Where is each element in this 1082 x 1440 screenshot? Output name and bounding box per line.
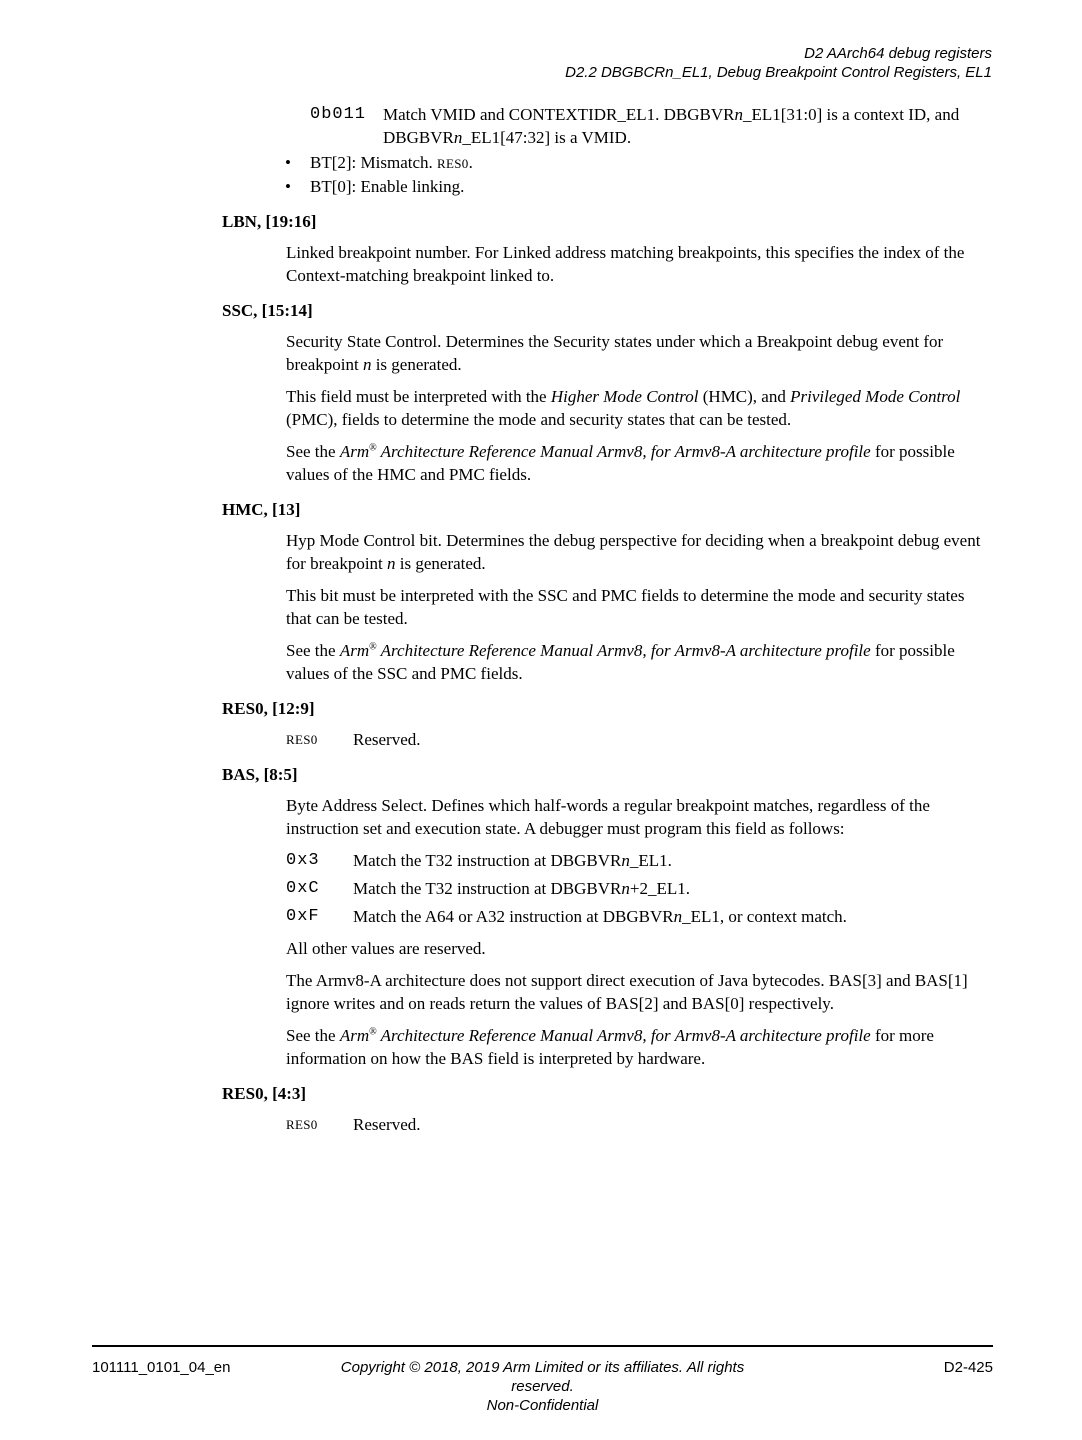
text-segment: Security State Control. Determines the Security states under which a Breakpoint debug event for breakpoint (286, 332, 944, 374)
bas-value-description (353, 849, 992, 872)
text-segment: See the (286, 1026, 340, 1045)
text-segment: The Armv8-A architecture does not support direct execution of Java bytecodes. BAS[3] and BAS[1] ignore writes and on reads return the values of BAS[2] and BAS[0] respectively. (286, 971, 968, 1013)
text-segment: Architecture Reference Manual Armv8, for Armv8-A architecture profile (376, 1026, 871, 1045)
text-segment: for more information on how the BAS field is interpreted by hardware. (286, 1026, 934, 1068)
footer-doc-id: 101111_0101_04_en (92, 1359, 231, 1376)
text-segment: n (362, 355, 372, 374)
bullet-text (310, 175, 992, 198)
text-segment: ® (369, 1026, 377, 1038)
value-code: 0b011 (310, 105, 367, 124)
text-segment: Arm (339, 442, 370, 461)
text-segment: See the (286, 442, 340, 461)
paragraph (286, 639, 992, 685)
bas-value-code: 0xF (286, 907, 320, 926)
res0-definition-row (286, 728, 992, 751)
text-segment: +2_EL1. (629, 879, 690, 898)
paragraph (286, 1024, 992, 1070)
text-segment: BT[2]: Mismatch. (310, 153, 438, 172)
text-segment: (PMC), fields to determine the mode and security states that can be tested. (286, 410, 792, 429)
bas-value-row (286, 849, 992, 872)
paragraph (286, 440, 992, 486)
text-segment: for possible values of the SSC and PMC fields. (286, 641, 955, 683)
paragraph (286, 330, 992, 376)
paragraph (286, 937, 992, 960)
text-segment: ® (369, 641, 377, 653)
text-segment: Match the T32 instruction at DBGBVR (353, 851, 622, 870)
footer-copyright-line2: reserved. (511, 1378, 574, 1395)
section-heading-res0-4-3: RES0, [4:3] (222, 1084, 307, 1103)
text-segment: ® (369, 442, 377, 454)
text-segment: See the (286, 641, 340, 660)
text-segment: Hyp Mode Control bit. Determines the debug perspective for deciding when a breakpoint debug event for breakpoint (286, 531, 981, 573)
text-segment: All other values are reserved. (286, 939, 486, 958)
text-segment: n (621, 851, 630, 870)
bullet-item (285, 175, 992, 198)
value-description (383, 103, 992, 149)
res0-definition: Reserved. (353, 730, 421, 749)
res0-definition: Reserved. (353, 1115, 421, 1134)
bas-value-row (286, 905, 992, 928)
bullet-icon: • (285, 153, 291, 172)
res0-term: RES0 (286, 1117, 318, 1132)
header-chapter-title: D2 AArch64 debug registers (804, 45, 992, 62)
bas-value-code: 0xC (286, 879, 320, 898)
text-segment: This field must be interpreted with the (286, 387, 551, 406)
paragraph (286, 969, 992, 1015)
text-segment: Privileged Mode Control (790, 387, 961, 406)
text-segment: Byte Address Select. Defines which half-words a regular breakpoint matches, regardless of the instruction set and execution state. A debugger must program this field as follows: (286, 796, 930, 838)
text-segment: is generated. (395, 554, 486, 573)
text-segment: _EL1, or context match. (682, 907, 847, 926)
text-segment: BT[0]: Enable linking. (310, 177, 465, 196)
bas-value-code: 0x3 (286, 851, 320, 870)
value-definition-row (310, 103, 992, 149)
text-segment: n (734, 105, 743, 124)
text-segment: Linked breakpoint number. For Linked address matching breakpoints, this specifies the index of the Context-matching breakpoint linked to. (286, 243, 965, 285)
bullet-icon: • (285, 177, 291, 196)
section-heading-res0-12-9: RES0, [12:9] (222, 699, 315, 718)
footer-copyright (292, 1358, 793, 1415)
section-heading-bas: BAS, [8:5] (222, 765, 298, 784)
text-segment: _EL1[47:32] is a VMID. (462, 128, 632, 147)
text-segment: RES0 (437, 156, 469, 171)
section-heading-lbn: LBN, [19:16] (222, 212, 317, 231)
text-segment: Arm (339, 641, 370, 660)
bullet-text (310, 151, 992, 175)
page-header (565, 44, 992, 82)
text-segment: Match the A64 or A32 instruction at DBGBVR (353, 907, 674, 926)
paragraph (286, 794, 992, 840)
footer-confidentiality: Non-Confidential (486, 1397, 599, 1414)
bullet-item (285, 151, 992, 175)
page-content (222, 103, 992, 1141)
text-segment: Arm (339, 1026, 370, 1045)
text-segment: _EL1[31:0] is a context ID, and DBGBVR (383, 105, 960, 147)
bullet-list (285, 151, 992, 198)
page-footer (92, 1345, 993, 1415)
text-segment: _EL1. (629, 851, 672, 870)
res0-definition-row (286, 1113, 992, 1136)
text-segment: Match VMID and CONTEXTIDR_EL1. DBGBVR (383, 105, 735, 124)
section-heading-ssc: SSC, [15:14] (222, 301, 313, 320)
text-segment: . (468, 153, 473, 172)
text-segment: Architecture Reference Manual Armv8, for Armv8-A architecture profile (376, 442, 871, 461)
paragraph (286, 241, 992, 287)
text-segment: is generated. (371, 355, 462, 374)
res0-term: RES0 (286, 732, 318, 747)
paragraph (286, 584, 992, 630)
bas-value-description (353, 877, 992, 900)
bas-value-description (353, 905, 992, 928)
text-segment: This bit must be interpreted with the SSC and PMC fields to determine the mode and security states that can be tested. (286, 586, 965, 628)
paragraph (286, 385, 992, 431)
footer-copyright-line1: Copyright © 2018, 2019 Arm Limited or its affiliates. All rights (340, 1359, 745, 1376)
text-segment: n (673, 907, 683, 926)
text-segment: for possible values of the HMC and PMC fields. (286, 442, 955, 484)
text-segment: Higher Mode Control (550, 387, 699, 406)
text-segment: n (387, 554, 396, 573)
text-segment: n (621, 879, 630, 898)
section-heading-hmc: HMC, [13] (222, 500, 301, 519)
text-segment: Architecture Reference Manual Armv8, for Armv8-A architecture profile (376, 641, 871, 660)
header-section-title: D2.2 DBGBCRn_EL1, Debug Breakpoint Control Registers, EL1 (565, 64, 992, 81)
text-segment: (HMC), and (698, 387, 791, 406)
paragraph (286, 529, 992, 575)
text-segment: n (453, 128, 463, 147)
footer-page-number: D2-425 (943, 1359, 993, 1376)
text-segment: Match the T32 instruction at DBGBVR (353, 879, 622, 898)
bas-value-row (286, 877, 992, 900)
